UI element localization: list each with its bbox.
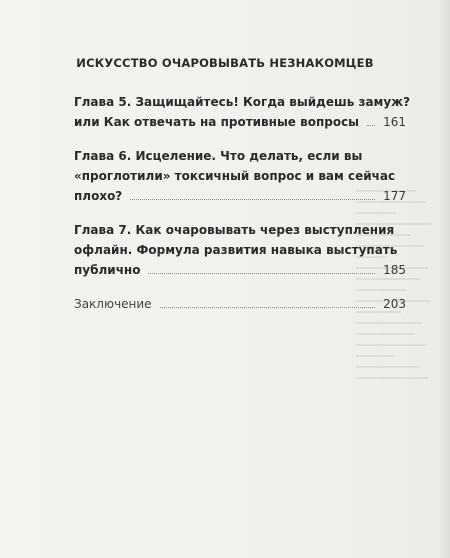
toc-page-number: 203 (383, 297, 406, 311)
toc-entry-title-line: публично (74, 263, 141, 277)
toc-entry-chapter-5 (74, 92, 411, 132)
table-of-contents (74, 92, 411, 314)
toc-page-number: 185 (383, 263, 406, 277)
dot-leader (148, 272, 375, 274)
toc-page-number: 177 (383, 189, 406, 203)
toc-entry-chapter-7 (74, 220, 406, 280)
toc-entry-title-line: Заключение (74, 297, 152, 311)
toc-entry-title-line: офлайн. Формула развития навыка выступать (74, 243, 398, 257)
toc-entry-title-line: плохо? (74, 189, 123, 203)
dot-leader (160, 306, 376, 308)
toc-entry-title-line: Глава 7. Как очаровывать через выступления (74, 223, 395, 237)
toc-entry-title-line: или Как отвечать на противные вопросы (74, 115, 360, 129)
running-header: ИСКУССТВО ОЧАРОВЫВАТЬ НЕЗНАКОМЦЕВ (76, 56, 374, 70)
toc-entry-title-line: «проглотили» токсичный вопрос и вам сейчас (74, 169, 396, 183)
toc-entry-chapter-6 (74, 146, 406, 206)
toc-entry-title-line: Глава 6. Исцеление. Что делать, если вы (74, 149, 363, 163)
toc-entry-conclusion (74, 294, 406, 314)
toc-entry-title-line: Глава 5. Защищайтесь! Когда выйдешь замуж? (74, 95, 411, 109)
page-edge-shadow (438, 0, 450, 558)
dot-leader (130, 198, 375, 200)
toc-page-number: 161 (383, 115, 406, 129)
dot-leader (367, 124, 375, 126)
